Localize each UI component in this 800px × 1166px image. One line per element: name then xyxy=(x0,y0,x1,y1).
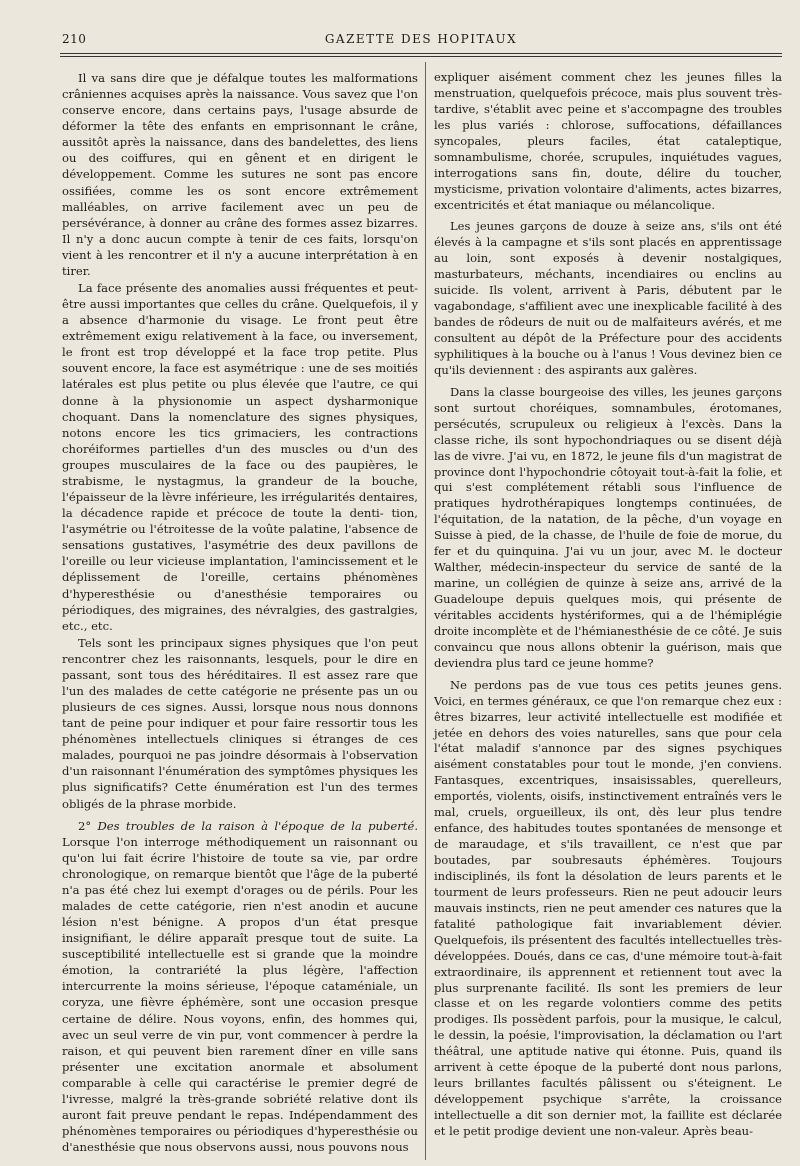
paragraph: Les jeunes garçons de douze à seize ans, s'ils ont été élevés à la campagne et s'ils sont placés en apprentissage au loin, sont exposés à devenir nostalgiques, masturbateurs, méchants, incendiaires ou enclins au suicide. Ils volent, arrivent à Paris, débutent par le vagabondage, s'affilient avec une inexplicable facilité à des bandes de rôdeurs de nuit ou de malfaiteurs avérés, et me consultent au dépôt de la Préfecture pour des accidents syphilitiques à la bouche ou à l'anus ! Vous devinez bien ce qu'ils deviennent : des aspirants aux galères. xyxy=(434,219,782,377)
header-rule-top xyxy=(60,53,782,54)
section-body: Lorsque l'on interroge méthodiquement un raisonnant ou qu'on lui fait écrire l'histoire de toute sa vie, par ordre chronologique, on remarque bientôt que l'âge de la puberté n'a pas été chez lui exempt d'orages ou de périls. Pour les malades de cette catégorie, rien n'est anodin et aucune lésion n'est bénigne. A propos d'un état presque insignifiant, le délire apparaît presque tout de suite. La susceptibilité intellectuelle est si grande que la moindre émotion, la contrariété la plus légère, l'affection intercurrente la moins sérieuse, l'époque cataméniale, un coryza, une fièvre éphémère, sont une occasion presque certaine de délire. Nous voyons, enfin, des hommes qui, avec un seul verre de vin pur, vont commencer à perdre la raison, et qui peuvent bien rarement dîner en ville sans présenter une excitation anormale et absolument comparable à celle qui caractérise le premier degré de l'ivresse, malgré la très-grande sobriété relative dont ils auront fait preuve pendant le repas. Indépendamment des phénomènes temporaires ou périodiques d'hyperesthésie ou d'anesthésie que nous observons aussi, nous pouvons nous xyxy=(62,834,418,1155)
paragraph: Dans la classe bourgeoise des villes, les jeunes garçons sont surtout choréiques, somnambules, érotomanes, persécutés, scrupuleux ou religieux à l'excès. Dans la classe riche, ils sont hypochondriaques ou se disent déjà las de vivre. J'ai vu, en 1872, le jeune fils d'un magistrat de province dont l'hypochondrie côtoyait tout-à-fait la folie, et qui s'est complétement rétabli sous l'influence de pratiques hydrothérapiques longtemps continuées, de l'équitation, de la natation, de la pêche, d'un voyage en Suisse à pied, de la chasse, de l'huile de foie de morue, du fer et du quinquina. J'ai vu un jour, avec M. le docteur Walther, médecin-inspecteur du service de santé de la marine, un collégien de quinze à seize ans, arrivé de la Guadeloupe depuis quelques mois, qui présente de véritables accidents hystériformes, qui a de l'hémiplégie droite incomplète et de l'hémianesthésie de ce côté. Je suis convaincu que nous allons obtenir la guérison, mais que deviendra plus tard ce jeune homme? xyxy=(434,384,782,670)
paragraph: Ne perdons pas de vue tous ces petits jeunes gens. Voici, en termes généraux, ce que l'on remarque chez eux : êtres bizarres, leur activité intellectuelle est modifiée et jetée en dehors des voies naturelles, sans que pour cela l'état maladif s'annonce par des signes psychiques aisément constatables pour tout le monde, j'en conviens. Fantasques, excentriques, insaisissables, querelleurs, emportés, violents, oisifs, instinctivement entraînés vers le mal, cruels, orgueilleux, ils ont, dès leur plus tendre enfance, des habitudes toutes spontanées de mensonge et de maraudage, et s'ils travaillent, ce n'est que par boutades, par soubresauts éphémères. Toujours indisciplinés, ils font la désolation de leurs parents et le tourment de leurs professeurs. Rien ne peut adoucir leurs mauvais instincts, rien ne peut amender ces natures que la fatalité pathologique fait invariablement dévier. Quelquefois, ils présentent des facultés intellectuelles très-développées. Doués, dans ce cas, d'une mémoire tout-à-fait extraordinaire, ils apprennent et retiennent tout avec la plus surprenante facilité. Ils sont les premiers de leur classe et on les regarde volontiers comme des petits prodiges. Ils possèdent parfois, pour la musique, le calcul, le dessin, la poésie, l'improvisation, la déclamation ou l'art théâtral, une aptitude native qui étonne. Puis, quand ils arrivent à cette époque de la puberté dont nous parlons, leurs brillantes facultés pâlissent ou s'éteignent. Le développement psychique s'arrête, la croissance intellectuelle a dit son dernier mot, la faillite est déclarée et le petit prodige devient une non-valeur. Après beau- xyxy=(434,677,782,1138)
section-number: 2° xyxy=(78,818,92,833)
column-divider xyxy=(425,62,426,1160)
paragraph: Tels sont les principaux signes physiques que l'on peut rencontrer chez les raisonnants, lesquels, pour le dire en passant, sont tous des héréditaires. Il est assez rare que l'un des malades de cette catégorie ne présente pas un ou plusieurs de ces signes. Aussi, lorsque nous nous donnons tant de peine pour indiquer et pour faire ressortir tous les phénomènes intellectuels cliniques si étranges de ces malades, pourquoi ne pas joindre désormais à l'observation d'un raisonnant l'énumération des symptômes physiques les plus significatifs? Cette énumération est l'un des termes obligés de la phrase morbide. xyxy=(62,635,418,811)
left-column xyxy=(62,70,418,1155)
right-column xyxy=(434,70,782,1140)
section-heading: Des troubles de la raison à l'époque de la puberté. xyxy=(97,818,419,833)
page-header xyxy=(62,32,780,50)
header-rule-bottom xyxy=(60,56,782,57)
paragraph-continued: expliquer aisément comment chez les jeunes filles la menstruation, quelquefois précoce, mais plus souvent très-tardive, s'établit avec peine et s'accompagne des troubles les plus variés : chlorose, suffocations, défaillances syncopales, pleurs faciles, état cataleptique, somnambulisme, chorée, scrupules, inquiétudes vagues, interrogations sans fin, doute, délire du toucher, mysticisme, privation volontaire d'aliments, actes bizarres, excentricités et état maniaque ou mélancolique. xyxy=(434,70,782,212)
paragraph: La face présente des anomalies aussi fréquentes et peut-être aussi importantes que celles du crâne. Quelquefois, il y a absence d'harmonie du visage. Le front peut être extrêmement exigu relativement à la face, ou inversement, le front est trop développé et la face trop petite. Plus souvent encore, la face est asymétrique : une de ses moitiés latérales est plus petite ou plus élevée que l'autre, ce qui donne à la physionomie un aspect dysharmonique choquant. Dans la nomenclature des signes physiques, notons encore les tics grimaciers, les contractions choréiformes partielles d'un des muscles ou d'un des groupes musculaires de la face ou des paupières, le strabisme, le nystagmus, la grandeur de la bouche, l'épaisseur de la lèvre inférieure, les irrégularités dentaires, la décadence rapide et précoce de toute la denti- tion, l'asymétrie ou l'étroitesse de la voûte palatine, l'absence de sensations gustatives, l'asymétrie des deux pavillons de l'oreille ou leur vicieuse implantation, l'amincissement et le déplissement de l'oreille, certains phénomènes d'hyperesthésie ou d'anesthésie temporaires ou périodiques, des migraines, des névralgies, des gastralgies, etc., etc. xyxy=(62,281,418,633)
page-number: 210 xyxy=(62,32,87,46)
paragraph: Il va sans dire que je défalque toutes les malformations crâniennes acquises après la naissance. Vous savez que l'on conserve encore, dans certains pays, l'usage absurde de déformer la tête des enfants en emprisonnant le crâne, aussitôt après la naissance, dans des bandelettes, des liens ou des coiffures, qui en gênent et en dirigent le développement. Comme les sutures ne sont pas encore ossifiées, comme les os sont encore extrêmement malléables, on arrive facilement avec un peu de persévérance, à donner au crâne des formes assez bizarres. Il n'y a donc aucun compte à tenir de ces faits, lorsqu'on vient à les rencontrer et il n'y a aucune interprétation à en tirer. xyxy=(62,71,418,278)
running-title: GAZETTE DES HOPITAUX xyxy=(324,32,518,46)
section-paragraph xyxy=(62,818,418,1156)
